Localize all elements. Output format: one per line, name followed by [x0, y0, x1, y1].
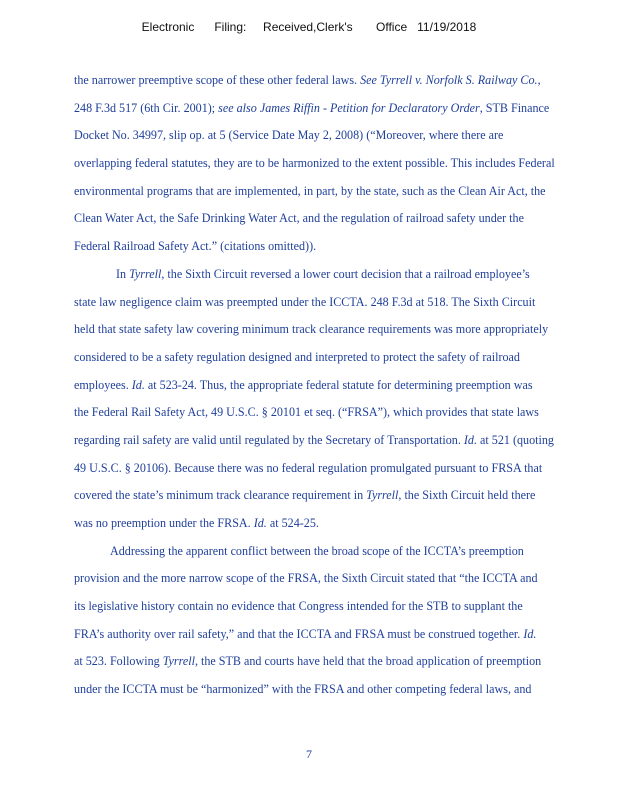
text-segment: , STB Finance	[479, 100, 550, 115]
text-line	[74, 676, 602, 704]
text-line	[74, 455, 602, 483]
text-line	[74, 372, 602, 400]
text-line	[74, 205, 602, 233]
italic-citation-segment: Id.	[523, 626, 537, 641]
text-line	[74, 427, 602, 455]
page-number: 7	[306, 747, 312, 761]
italic-citation-segment: Id.	[131, 377, 145, 392]
text-segment: , the Sixth Circuit reversed a lower court decision that a railroad employee’s	[161, 266, 530, 281]
text-segment: , the STB and courts have held that the broad application of preemption	[194, 654, 542, 669]
text-segment: 49 U.S.C. § 20106). Because there was no federal regulation promulgated pursuant to FRSA that	[74, 460, 543, 475]
text-segment: regarding rail safety are valid until regulated by the Secretary of Transportation.	[74, 432, 464, 447]
text-line	[74, 510, 602, 538]
paragraph-start-line	[74, 261, 602, 289]
text-segment: at 523. Following	[74, 654, 163, 669]
text-segment: Docket No. 34997, slip op. at 5 (Service Date May 2, 2008) (“Moreover, where there are	[74, 128, 504, 143]
text-segment: FRA’s authority over rail safety,” and that the ICCTA and FRSA must be construed together.	[74, 626, 524, 641]
italic-citation-segment: Tyrrell	[129, 266, 162, 281]
text-line	[74, 233, 602, 261]
text-segment: at 523-24. Thus, the appropriate federal statute for determining preemption was	[144, 377, 533, 392]
italic-citation-segment: Id.	[253, 516, 267, 530]
text-line	[74, 289, 602, 317]
text-segment: considered to be a safety regulation designed and interpreted to protect the safety of railroad	[74, 349, 520, 364]
paragraph-start-line	[74, 538, 602, 566]
text-line	[74, 648, 602, 676]
text-segment: its legislative history contain no evidence that Congress intended for the STB to supplant the	[74, 599, 523, 614]
text-segment: Clean Water Act, the Safe Drinking Water Act, and the regulation of railroad safety under the	[74, 211, 524, 226]
italic-citation-segment: Id.	[463, 432, 478, 447]
italic-citation-segment: Tyrrell	[162, 654, 195, 669]
text-segment: Federal Railroad Safety Act.” (citations omitted)).	[74, 239, 317, 254]
text-line	[74, 482, 602, 510]
text-segment: was no preemption under the FRSA.	[74, 516, 254, 530]
text-segment: overlapping federal statutes, they are to be harmonized to the extent possible. This includes Federal	[74, 156, 555, 171]
text-segment: at 521 (quoting	[477, 432, 554, 447]
italic-citation-segment: see also James Riffin - Petition for Declaratory Order	[218, 100, 480, 115]
electronic-filing-header: Electronic Filing: Received,Clerk's Office 11/19/2018	[141, 20, 477, 34]
text-line	[74, 621, 602, 649]
text-segment: In	[116, 266, 130, 281]
text-segment: state law negligence claim was preempted under the ICCTA. 248 F.3d at 518. The Sixth Circuit	[74, 294, 536, 309]
text-line	[74, 150, 602, 178]
text-line	[74, 565, 602, 593]
text-segment: employees.	[74, 377, 132, 392]
italic-citation-segment: See Tyrrell v. Norfolk S. Railway Co.	[360, 73, 538, 87]
text-segment: under the ICCTA must be “harmonized” with the FRSA and other competing federal laws, and	[74, 682, 532, 697]
text-line	[74, 399, 602, 427]
text-line	[74, 95, 602, 123]
text-segment: Addressing the apparent conflict between the broad scope of the ICCTA’s preemption	[110, 543, 524, 558]
text-segment: covered the state’s minimum track clearance requirement in	[74, 488, 367, 503]
text-line	[74, 344, 602, 372]
text-line	[74, 178, 602, 206]
text-segment: ,	[537, 73, 541, 87]
text-line	[74, 593, 602, 621]
text-segment: the Federal Rail Safety Act, 49 U.S.C. § 20101 et seq. (“FRSA”), which provides that state laws	[74, 405, 539, 420]
italic-citation-segment: Tyrrell	[366, 488, 399, 503]
text-segment: provision and the more narrow scope of the FRSA, the Sixth Circuit stated that “the ICCTA and	[74, 571, 538, 586]
text-line	[74, 316, 602, 344]
text-segment: the narrower preemptive scope of these other federal laws.	[74, 73, 361, 87]
body-text	[74, 67, 602, 704]
text-segment: at 524-25.	[266, 516, 319, 530]
text-segment: held that state safety law covering minimum track clearance requirements was more appropriately	[74, 322, 549, 337]
text-line	[74, 122, 602, 150]
text-segment: 248 F.3d 517 (6th Cir. 2001);	[74, 100, 219, 115]
text-segment: environmental programs that are implemented, in part, by the state, such as the Clean Air Act, the	[74, 183, 546, 198]
text-segment: , the Sixth Circuit held there	[398, 488, 536, 503]
text-line	[74, 67, 602, 95]
